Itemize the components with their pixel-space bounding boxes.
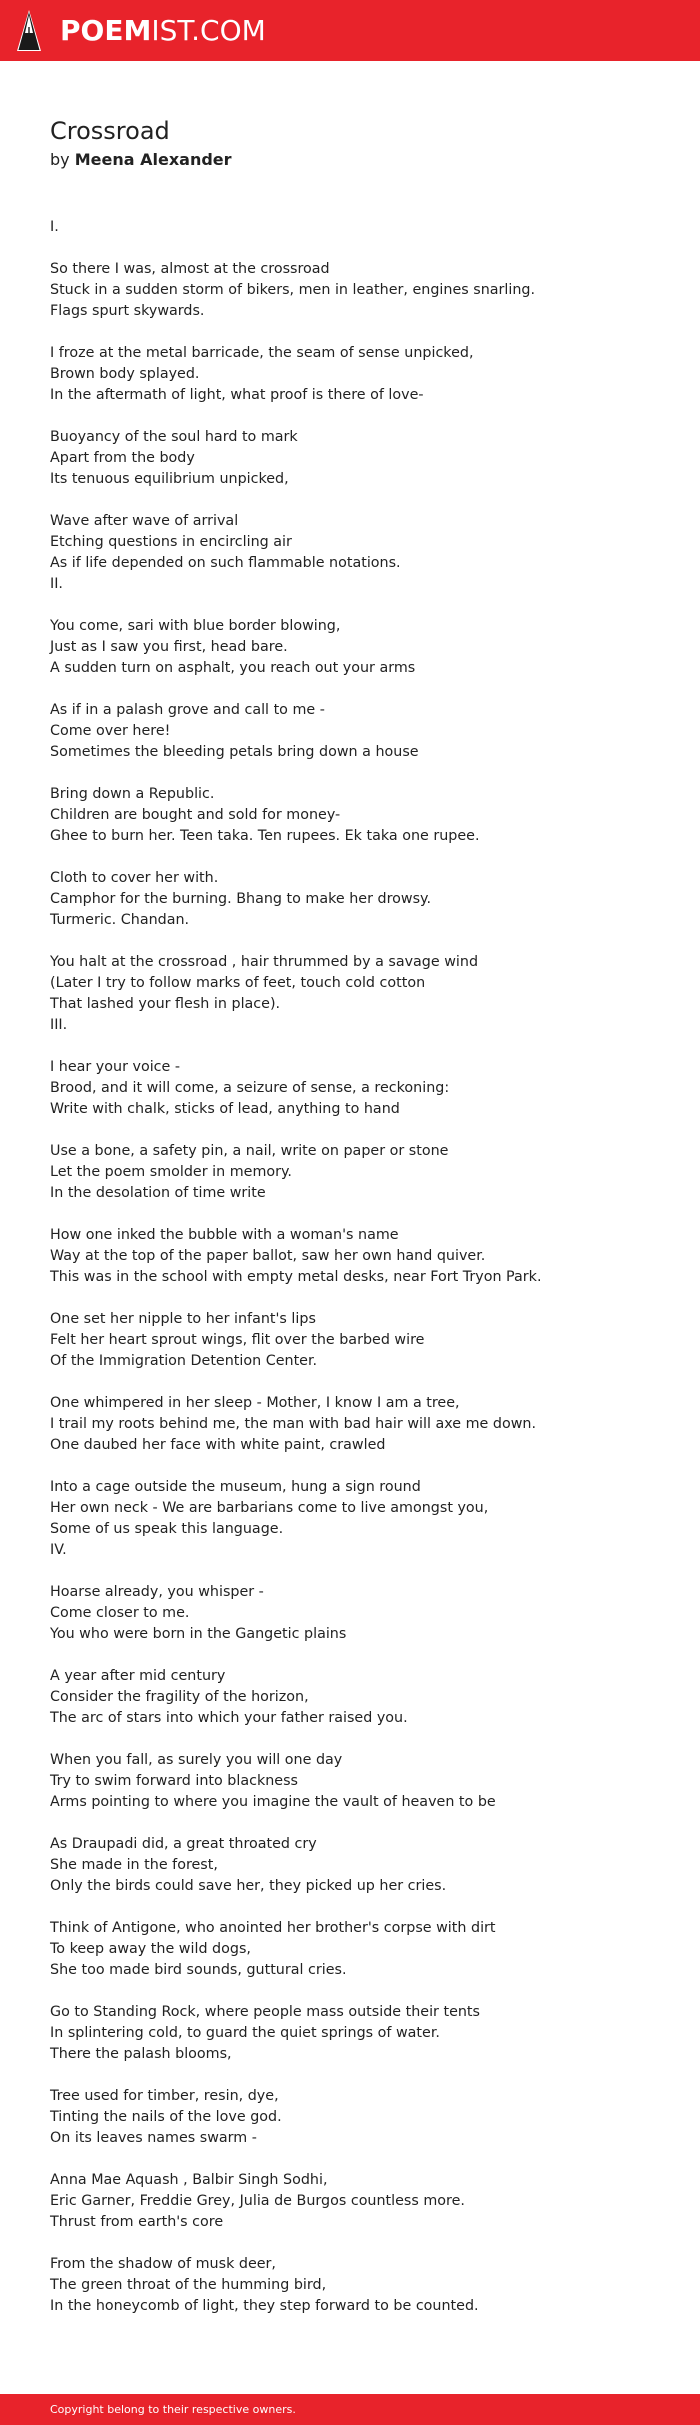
stanza-break: [50, 238, 670, 259]
poem-line: I hear your voice -: [50, 1059, 181, 1075]
poem-line: That lashed your flesh in place).: [50, 996, 281, 1012]
poem-line: Bring down a Republic.: [50, 786, 215, 802]
poem-line: Brood, and it will come, a seizure of sense, a reckoning:: [50, 1080, 450, 1096]
poem-line: She made in the forest,: [50, 1857, 218, 1873]
poem-line: Let the poem smolder in memory.: [50, 1164, 292, 1180]
poem-line: Arms pointing to where you imagine the vault of heaven to be: [50, 1794, 496, 1810]
poem-line: You who were born in the Gangetic plains: [50, 1626, 347, 1642]
poem-line: Thrust from earth's core: [50, 2214, 224, 2230]
poem-line: Its tenuous equilibrium unpicked,: [50, 471, 289, 487]
poem-line: Some of us speak this language.: [50, 1521, 284, 1537]
poem-line: Anna Mae Aquash , Balbir Singh Sodhi,: [50, 2172, 328, 2188]
stanza-break: [50, 1120, 670, 1141]
poem-line: Write with chalk, sticks of lead, anything to hand: [50, 1101, 400, 1117]
poem-line: III.: [50, 1017, 68, 1033]
stanza-break: [50, 2065, 670, 2086]
poem-line: Cloth to cover her with.: [50, 870, 219, 886]
poem-line: Use a bone, a safety pin, a nail, write on paper or stone: [50, 1143, 449, 1159]
poem-line: Eric Garner, Freddie Grey, Julia de Burgos countless more.: [50, 2193, 465, 2209]
poem-line: Go to Standing Rock, where people mass outside their tents: [50, 2004, 480, 2020]
poem-line: Of the Immigration Detention Center.: [50, 1353, 318, 1369]
poem-line: IV.: [50, 1542, 67, 1558]
poem-line: How one inked the bubble with a woman's name: [50, 1227, 399, 1243]
poem-line: Ghee to burn her. Teen taka. Ten rupees. Ek taka one rupee.: [50, 828, 480, 844]
poem-line: One whimpered in her sleep - Mother, I know I am a tree,: [50, 1395, 460, 1411]
poem-line: Just as I saw you first, head bare.: [50, 639, 288, 655]
poem-line: Only the birds could save her, they picked up her cries.: [50, 1878, 447, 1894]
poem-line: (Later I try to follow marks of feet, touch cold cotton: [50, 975, 426, 991]
site-logo[interactable]: [60, 14, 266, 48]
poem-line: Stuck in a sudden storm of bikers, men in leather, engines snarling.: [50, 282, 536, 298]
poem-line: Brown body splayed.: [50, 366, 200, 382]
poem-line: Into a cage outside the museum, hung a sign round: [50, 1479, 421, 1495]
poem-line: You halt at the crossroad , hair thrummed by a savage wind: [50, 954, 479, 970]
poem-line: Flags spurt skywards.: [50, 303, 205, 319]
poem-line: I.: [50, 219, 59, 235]
poem-line: As Draupadi did, a great throated cry: [50, 1836, 317, 1852]
stanza-break: [50, 931, 670, 952]
logo-bold-text: POEM: [60, 14, 152, 47]
stanza-break: [50, 847, 670, 868]
stanza-break: [50, 1813, 670, 1834]
poem-line: Etching questions in encircling air: [50, 534, 292, 550]
stanza-break: [50, 490, 670, 511]
poem-line: On its leaves names swarm -: [50, 2130, 257, 2146]
stanza-break: [50, 1204, 670, 1225]
poem-line: Tree used for timber, resin, dye,: [50, 2088, 279, 2104]
stanza-break: [50, 322, 670, 343]
poem-line: Wave after wave of arrival: [50, 513, 239, 529]
poem-line: The arc of stars into which your father raised you.: [50, 1710, 408, 1726]
stanza-break: [50, 1288, 670, 1309]
site-header: [0, 0, 700, 61]
stanza-break: [50, 2233, 670, 2254]
poem-line: I trail my roots behind me, the man with bad hair will axe me down.: [50, 1416, 536, 1432]
stanza-break: [50, 1561, 670, 1582]
poem-line: From the shadow of musk deer,: [50, 2256, 276, 2272]
poem-line: A sudden turn on asphalt, you reach out your arms: [50, 660, 416, 676]
poem-line: Way at the top of the paper ballot, saw her own hand quiver.: [50, 1248, 486, 1264]
poem-line: Turmeric. Chandan.: [50, 912, 190, 928]
poem-line: In the honeycomb of light, they step forward to be counted.: [50, 2298, 479, 2314]
poem-line: Try to swim forward into blackness: [50, 1773, 298, 1789]
poem-line: As if life depended on such flammable notations.: [50, 555, 401, 571]
poem-line: In the desolation of time write: [50, 1185, 266, 1201]
poem-line: Buoyancy of the soul hard to mark: [50, 429, 298, 445]
poem-line: Come over here!: [50, 723, 171, 739]
poem-line: Felt her heart sprout wings, flit over the barbed wire: [50, 1332, 425, 1348]
poem-line: The green throat of the humming bird,: [50, 2277, 327, 2293]
stanza-break: [50, 679, 670, 700]
poem-line: One set her nipple to her infant's lips: [50, 1311, 316, 1327]
poem-line: Think of Antigone, who anointed her brother's corpse with dirt: [50, 1920, 496, 1936]
poem-byline: [50, 148, 232, 172]
site-footer: [0, 2394, 700, 2425]
stanza-break: [50, 406, 670, 427]
poem-line: Hoarse already, you whisper -: [50, 1584, 264, 1600]
stanza-break: [50, 1981, 670, 2002]
by-label: by: [50, 150, 70, 169]
stanza-break: [50, 763, 670, 784]
poem-line: Her own neck - We are barbarians come to live amongst you,: [50, 1500, 489, 1516]
author-name: Meena Alexander: [74, 150, 232, 169]
poem-line: Camphor for the burning. Bhang to make her drowsy.: [50, 891, 431, 907]
stanza-break: [50, 1897, 670, 1918]
poem-body: [50, 217, 670, 2317]
poem-line: As if in a palash grove and call to me -: [50, 702, 325, 718]
pen-nib-icon[interactable]: [16, 9, 42, 52]
poem-line: She too made bird sounds, guttural cries.: [50, 1962, 347, 1978]
poem-line: This was in the school with empty metal desks, near Fort Tryon Park.: [50, 1269, 542, 1285]
poem-line: Children are bought and sold for money-: [50, 807, 341, 823]
poem-line: You come, sari with blue border blowing,: [50, 618, 341, 634]
stanza-break: [50, 1645, 670, 1666]
poem-line: A year after mid century: [50, 1668, 226, 1684]
poem-line: Tinting the nails of the love god.: [50, 2109, 282, 2125]
poem-line: There the palash blooms,: [50, 2046, 232, 2062]
poem-line: So there I was, almost at the crossroad: [50, 261, 330, 277]
poem-line: Consider the fragility of the horizon,: [50, 1689, 309, 1705]
poem-title: Crossroad: [50, 117, 170, 145]
stanza-break: [50, 1729, 670, 1750]
poem-line: Sometimes the bleeding petals bring down a house: [50, 744, 419, 760]
poem-line: When you fall, as surely you will one day: [50, 1752, 343, 1768]
poem-line: II.: [50, 576, 63, 592]
poem-line: In splintering cold, to guard the quiet springs of water.: [50, 2025, 440, 2041]
stanza-break: [50, 1372, 670, 1393]
poem-line: To keep away the wild dogs,: [50, 1941, 251, 1957]
stanza-break: [50, 1036, 670, 1057]
poem-line: Apart from the body: [50, 450, 195, 466]
poem-line: Come closer to me.: [50, 1605, 190, 1621]
stanza-break: [50, 595, 670, 616]
poem-line: In the aftermath of light, what proof is there of love-: [50, 387, 424, 403]
stanza-break: [50, 2149, 670, 2170]
stanza-break: [50, 1456, 670, 1477]
copyright-notice: Copyright belong to their respective owners.: [50, 2403, 296, 2416]
poem-line: I froze at the metal barricade, the seam of sense unpicked,: [50, 345, 474, 361]
poem-line: One daubed her face with white paint, crawled: [50, 1437, 386, 1453]
logo-light-text: IST.COM: [151, 14, 266, 47]
